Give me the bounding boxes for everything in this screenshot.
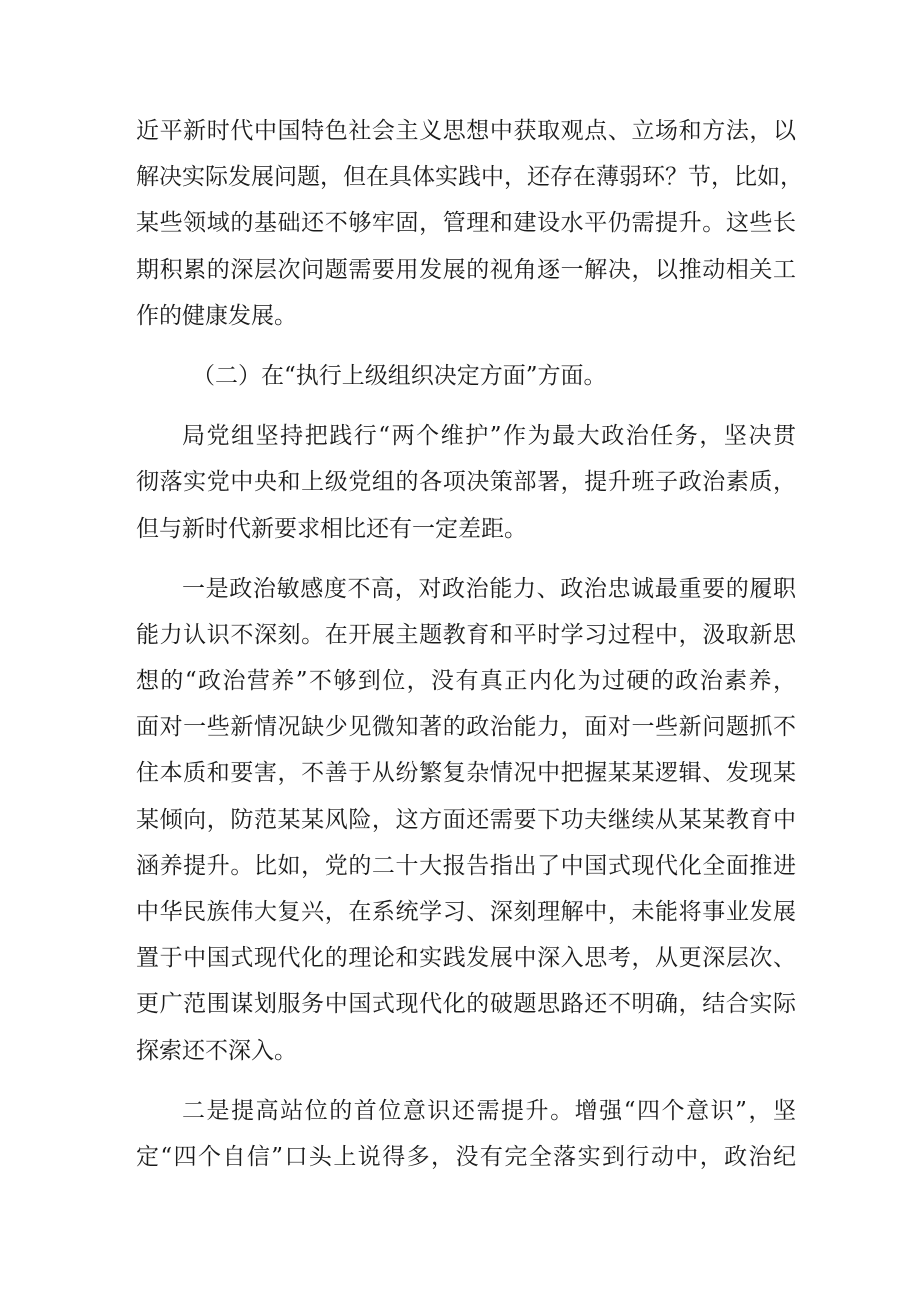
document-body [136,108,803,1180]
text-line: 探索还不深入。 [136,1037,297,1064]
text-line: 置于中国式现代化的理论和实践发展中深入思考，从更深层次、 [136,945,796,972]
text-line: 能力认识不深刻。在开展主题教育和平时学习过程中，汲取新思 [136,621,796,648]
paragraph-continuation [136,108,803,339]
text-line: 住本质和要害，不善于从纷繁复杂情况中把握某某逻辑、发现某 [136,760,796,787]
text-line: 某倾向，防范某某风险，这方面还需要下功夫继续从某某教育中 [136,806,796,833]
text-line: 面对一些新情况缺少见微知著的政治能力，面对一些新问题抓不 [136,714,796,741]
text-line: 局党组坚持把践行“两个维护”作为最大政治任务，坚决贯 [182,423,796,450]
text-line: 想的“政治营养”不够到位，没有真正内化为过硬的政治素养， [136,668,796,695]
paragraph [136,1088,796,1180]
text-line: 定“四个自信”口头上说得多，没有完全落实到行动中，政治纪 [136,1143,796,1170]
text-line: 作的健康发展。 [136,302,297,329]
text-line: 中华民族伟大复兴，在系统学习、深刻理解中，未能将事业发展 [136,899,796,925]
text-line: 二是提高站位的首位意识还需提升。增强“四个意识”，坚 [182,1097,796,1124]
text-line: 近平新时代中国特色社会主义思想中获取观点、立场和方法，以 [136,118,796,144]
paragraph-gap [136,552,796,566]
text-line: 解决实际发展问题，但在具体实践中，还存在薄弱环？节，比如， [136,164,803,191]
text-line: 某些领域的基础还不够牢固，管理和建设水平仍需提升。这些长 [136,210,796,237]
heading-text: （二）在“执行上级组织决定方面”方面。 [192,362,607,389]
text-line: 但与新时代新要求相比还有一定差距。 [136,515,527,542]
paragraph-gap [136,399,796,413]
section-heading [136,353,796,399]
text-line: 涵养提升。比如，党的二十大报告指出了中国式现代化全面推进 [136,852,796,879]
paragraph-gap [136,339,796,353]
text-line: 更广范围谋划服务中国式现代化的破题思路还不明确，结合实际 [136,991,796,1018]
text-line: 期积累的深层次问题需要用发展的视角逐一解决，以推动相关工 [136,256,796,283]
text-line: 一是政治敏感度不高，对政治能力、政治忠诚最重要的履职 [182,575,796,602]
paragraph [136,413,796,552]
text-line: 彻落实党中央和上级党组的各项决策部署，提升班子政治素质， [136,469,796,496]
paragraph [136,566,796,1074]
paragraph-gap [136,1074,796,1088]
